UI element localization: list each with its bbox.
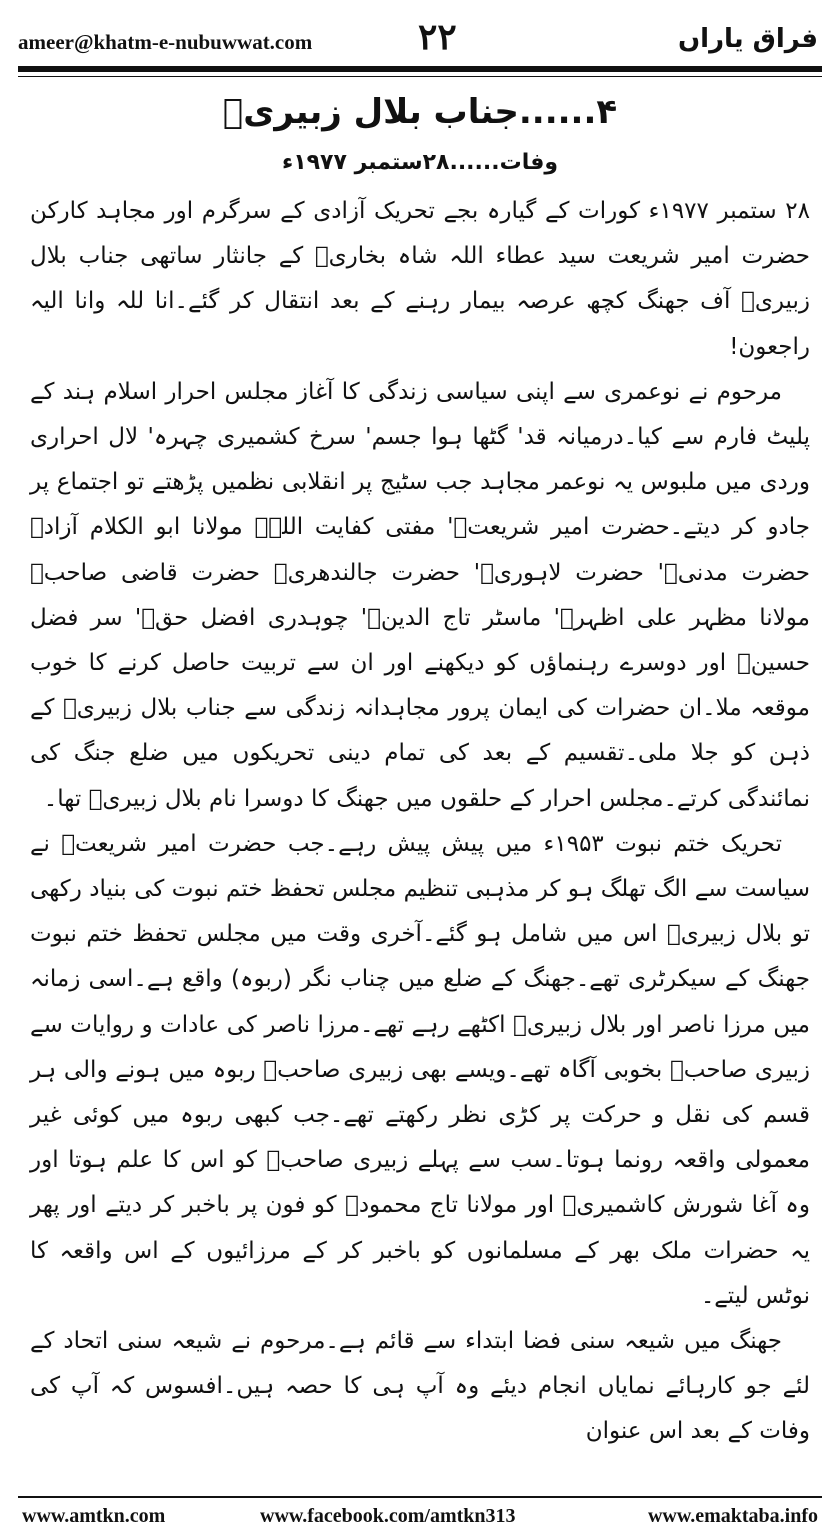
page-header	[18, 12, 818, 66]
page-number: ۲۲	[418, 16, 457, 58]
footer-rule	[18, 1496, 822, 1498]
header-rule-thick	[18, 66, 822, 72]
death-date: وفات......۲۸ستمبر ۱۹۷۷ء	[281, 150, 559, 175]
page-footer	[22, 1505, 818, 1533]
book-title: فراق یاراں	[677, 24, 818, 54]
header-rule-thin	[18, 76, 822, 77]
paragraph-1: ۲۸ ستمبر ۱۹۷۷ء کورات کے گیارہ بجے تحریک آزادی کے سرگرم اور مجاہد کارکن حضرت امیر شریعت سید عطاء اللہ شاہ بخاریؒ کے جانثار ساتھی جناب بلال زبیریؒ آف جھنگ کچھ عرصہ بیمار رہنے کے بعد انتقال کر گئے۔انا للہ وانا الیہ راجعون!	[30, 198, 810, 360]
footer-link-emaktaba[interactable]: www.emaktaba.info	[647, 1505, 818, 1527]
paragraph-4: جھنگ میں شیعہ سنی فضا ابتداء سے قائم ہے۔مرحوم نے شیعہ سنی اتحاد کے لئے جو کارہائے نمایاں انجام دیئے وہ آپ ہی کا حصہ ہیں۔افسوس کہ آپ کی وفات کے بعد اس عنوان	[30, 1328, 810, 1445]
paragraph-2: مرحوم نے نوعمری سے اپنی سیاسی زندگی کا آغاز مجلس احرار اسلام ہند کے پلیٹ فارم سے کیا۔درمیانہ قد' گٹھا ہوا جسم' سرخ کشمیری چہرہ' لال احراری وردی میں ملبوس یہ نوعمر مجاہد جب سٹیج پر انقلابی نظمیں پڑھتے تو اجتماع پر جادو کر دیتے۔حضرت امیر شریعتؒ' مفتی کفایت اللہؒ مولانا ابو الکلام آزادؒ حضرت مدنیؒ' حضرت لاہوریؒ' حضرت جالندھریؒ حضرت قاضی صاحبؒ مولانا مظہر علی اظہرؒ' ماسٹر تاج الدینؒ' چوہدری افضل حقؒ' سر فضل حسینؒ اور دوسرے رہنماؤں کو دیکھنے اور ان سے تربیت حاصل کرنے کا خوب موقعہ ملا۔ان حضرات کی ایمان پرور مجاہدانہ زندگی سے جناب بلال زبیریؒ کے ذہن کو جلا ملی۔تقسیم کے بعد کی تمام دینی تحریکوں میں ضلع جنگ کی نمائندگی کرتے۔مجلس احرار کے حلقوں میں جھنگ کا دوسرا نام بلال زبیریؒ تھا۔	[30, 378, 810, 812]
footer-link-facebook[interactable]: www.facebook.com/amtkn313	[260, 1505, 516, 1527]
header-email: ameer@khatm-e-nubuwwat.com	[18, 30, 313, 54]
article-heading: ۴......جناب بلال زبیریؒ	[222, 92, 618, 132]
article-body	[30, 92, 810, 1455]
footer-link-amtkn[interactable]: www.amtkn.com	[22, 1505, 166, 1527]
paragraph-3: تحریک ختم نبوت ۱۹۵۳ء میں پیش پیش رہے۔جب حضرت امیر شریعتؒ نے سیاست سے الگ تھلگ ہو کر مذہبی تنظیم مجلس تحفظ ختم نبوت کی بنیاد رکھی تو بلال زبیریؒ اس میں شامل ہو گئے۔آخری وقت میں مجلس تحفظ ختم نبوت جھنگ کے سیکرٹری تھے۔جھنگ کے ضلع میں چناب نگر (ربوہ) واقع ہے۔اسی زمانہ میں مرزا ناصر اور بلال زبیریؒ اکٹھے رہے تھے۔مرزا ناصر کی عادات و روایات سے زبیری صاحبؒ بخوبی آگاہ تھے۔ویسے بھی زبیری صاحبؒ ربوہ میں ہونے والی ہر قسم کی نقل و حرکت پر کڑی نظر رکھتے تھے۔جب کبھی ربوہ میں کوئی غیر معمولی واقعہ رونما ہوتا۔سب سے پہلے زبیری صاحبؒ کو اس کا علم ہوتا اور وہ آغا شورش کاشمیریؒ اور مولانا تاج محمودؒ کو فون پر باخبر کر دیتے اور پھر یہ حضرات ملک بھر کے مسلمانوں کو باخبر کر کے مرزائیوں کے اس واقعہ کا نوٹس لیتے۔	[30, 830, 810, 1309]
